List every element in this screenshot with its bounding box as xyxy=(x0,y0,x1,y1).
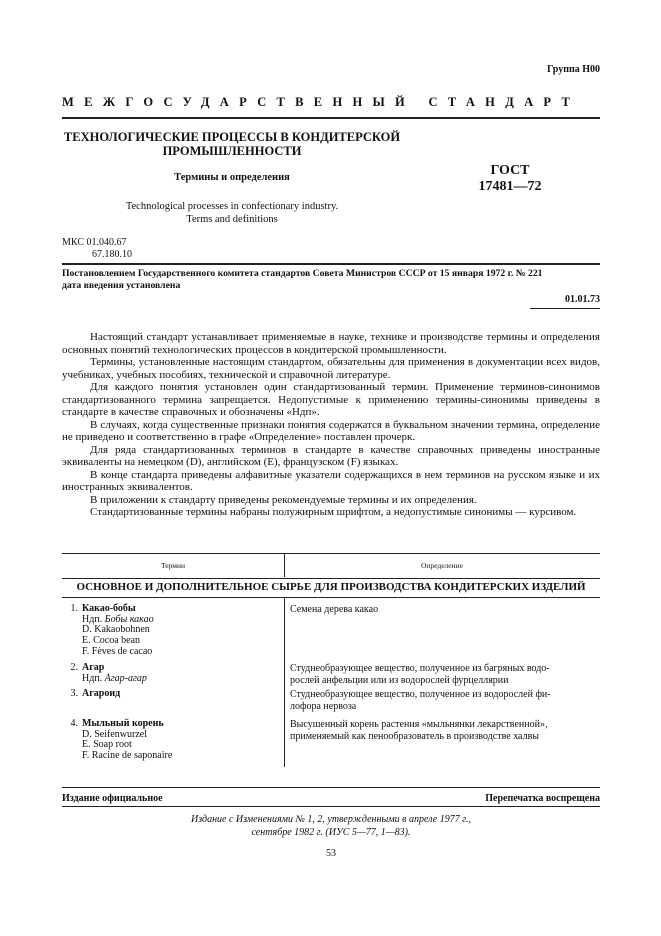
term-name: Агар xyxy=(82,662,105,673)
table-row xyxy=(62,689,120,700)
standard-type-heading: МЕЖГОСУДАРСТВЕННЫЙ СТАНДАРТ xyxy=(62,95,581,109)
document-title-line1: ТЕХНОЛОГИЧЕСКИЕ ПРОЦЕССЫ В КОНДИТЕРСКОЙ xyxy=(63,130,401,144)
intro-paragraph: Термины, установленные настоящим стандартом, обязательны для применения в документации всех видов, учебниках, учебных пособиях, технической и справочной литературе. xyxy=(62,356,600,381)
intro-paragraph: В приложении к стандарту приведены рекомендуемые термины и их определения. xyxy=(90,493,477,506)
term-definition xyxy=(290,719,600,743)
table-row xyxy=(62,604,154,658)
section-heading: ОСНОВНОЕ И ДОПОЛНИТЕЛЬНОЕ СЫРЬЕ ДЛЯ ПРОИЗВОДСТВА КОНДИТЕРСКИХ ИЗДЕЛИЙ xyxy=(76,581,586,593)
term-name: Мыльный корень xyxy=(82,718,164,729)
gost-designation xyxy=(470,163,550,195)
decree-divider xyxy=(62,263,600,265)
page-number: 53 xyxy=(326,848,336,859)
column-header-term: Термин xyxy=(160,561,186,570)
edition-note xyxy=(62,814,600,839)
edition-note-line2: сентябре 1982 г. (ИУС 5—77, 1—83). xyxy=(251,826,411,838)
column-header-definition: Определение xyxy=(421,561,463,570)
gost-number: 17481—72 xyxy=(478,179,542,194)
decree-text xyxy=(62,268,602,291)
definition-line: Высушенный корень растения «мыльнянки лекарственной», xyxy=(290,719,548,730)
english-equivalent: E. Soap root xyxy=(82,739,132,751)
intro-paragraph: В конце стандарта приведены алфавитные указатели содержащихся в нем терминов на русском языке и их иностранных эквивалентов. xyxy=(62,468,600,493)
english-equivalent: E. Cocoa bean xyxy=(82,635,141,647)
mks-line2: 67.180.10 xyxy=(92,248,132,260)
document-title-line2: ПРОМЫШЛЕННОСТИ xyxy=(162,144,302,158)
footer-divider xyxy=(62,787,600,788)
introduction-date: 01.01.73 xyxy=(565,294,600,305)
english-title-line1: Technological processes in confectionary industry. xyxy=(125,201,339,212)
intro-paragraph: Для ряда стандартизованных терминов в стандарте в качестве справочных приведены иностранные эквиваленты на немецком (D), английском (E), французском (F) языках. xyxy=(62,443,600,468)
ndp-prefix: Ндп. xyxy=(82,613,103,625)
table-header-divider xyxy=(284,553,285,577)
ndp-synonym: Бобы какао xyxy=(104,613,154,625)
intro-paragraph: Для каждого понятия установлен один стандартизованный термин. Применение терминов-синонимов стандартизованного термина запрещается. Недопустимые к применению термины-синонимы приведены в стандарте в качестве справочных и обозначены «Ндп». xyxy=(62,381,600,418)
intro-paragraph: В случаях, когда существенные признаки понятия содержатся в буквальном значении термина, определение не приведено и соответственно в графе «Определение» поставлен прочерк. xyxy=(62,418,600,443)
definition-line: рослей анфельции или из водорослей фурцеллярии xyxy=(290,675,509,686)
ndp-prefix: Ндп. xyxy=(82,672,103,684)
mks-line1: МКС 01.040.67 xyxy=(62,237,127,248)
term-definition xyxy=(290,663,600,687)
definition-line: Студнеобразующее вещество, полученное из водорослей фи- xyxy=(290,689,551,700)
table-column-divider xyxy=(284,597,285,767)
term-definition xyxy=(290,604,600,616)
intro-paragraph: Настоящий стандарт устанавливает применяемые в науке, технике и производстве термины и определения основных понятий технологических процессов в кондитерской промышленности. xyxy=(62,331,600,356)
term-number: 1. xyxy=(70,603,78,614)
definition-line: лофора нервоза xyxy=(290,701,357,712)
document-title xyxy=(62,130,402,158)
term-name: Какао-бобы xyxy=(82,603,136,614)
date-underline xyxy=(530,308,600,309)
group-label: Группа Н00 xyxy=(547,64,600,75)
decree-line2: дата введения установлена xyxy=(62,279,181,291)
table-row xyxy=(62,663,147,684)
footer-bottom-divider xyxy=(62,806,600,807)
terms-table-header xyxy=(62,553,600,579)
reprint-prohibited-label: Перепечатка воспрещена xyxy=(485,793,600,804)
english-title-line2: Terms and definitions xyxy=(186,214,278,225)
decree-line1: Постановлением Государственного комитета стандартов Совета Министров СССР от 15 января 1972 г. № 221 xyxy=(62,268,543,279)
header-divider xyxy=(62,117,600,119)
definition-line: применяемый как пенообразователь в производстве халвы xyxy=(290,731,540,742)
french-equivalent: F. Racine de saponaire xyxy=(82,750,173,762)
definition-line: Студнеобразующее вещество, полученное из багряных водо- xyxy=(290,663,550,674)
french-equivalent: F. Fèves de cacao xyxy=(82,645,153,657)
intro-paragraph: Стандартизованные термины набраны полужирным шрифтом, а недопустимые синонимы — курсивом. xyxy=(90,506,577,518)
mks-codes xyxy=(62,237,132,260)
section-divider xyxy=(62,597,600,598)
edition-note-line1: Издание с Изменениями № 1, 2, утвержденными в апреле 1977 г., xyxy=(191,814,471,825)
term-number: 4. xyxy=(70,718,78,729)
term-number: 3. xyxy=(70,688,78,699)
german-equivalent: D. Seifenwurzel xyxy=(82,728,147,740)
table-row xyxy=(62,719,172,762)
official-edition-label: Издание официальное xyxy=(62,793,163,804)
document-subtitle: Термины и определения xyxy=(174,172,290,183)
english-title xyxy=(62,200,402,226)
definition-line: Семена дерева какао xyxy=(290,604,379,615)
term-name: Агароид xyxy=(82,688,121,699)
german-equivalent: D. Kakaobohnen xyxy=(82,624,150,636)
intro-text xyxy=(62,331,600,519)
gost-label: ГОСТ xyxy=(490,163,530,178)
term-number: 2. xyxy=(70,662,78,673)
term-definition xyxy=(290,689,600,713)
ndp-synonym: Агар-агар xyxy=(104,672,147,684)
